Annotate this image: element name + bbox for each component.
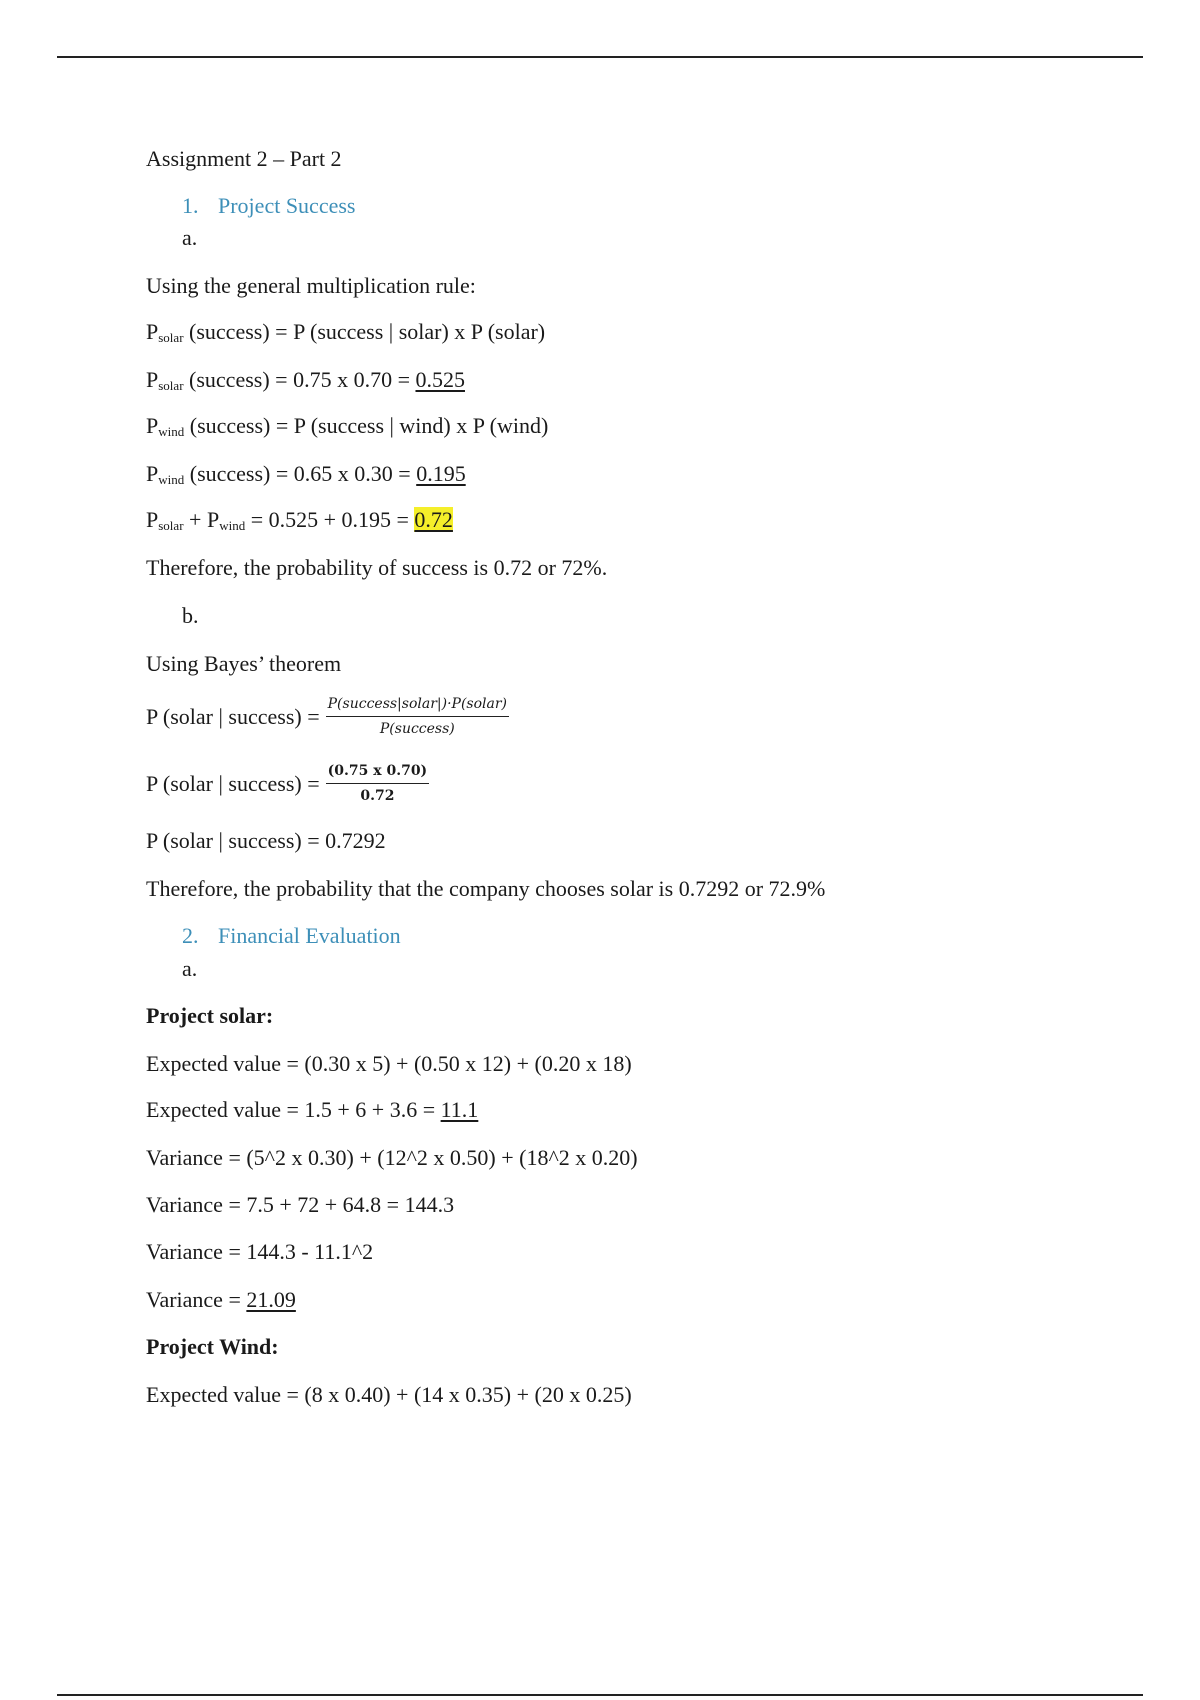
prob-symbol: P <box>146 319 159 344</box>
bayes-result: P (solar | success) = 0.7292 <box>146 828 386 853</box>
equation-text: Expected value = 1.5 + 6 + 3.6 = <box>146 1097 441 1122</box>
variance-result <box>146 1286 296 1314</box>
subpart-label-a-2: a. <box>182 956 198 981</box>
subscript: solar <box>158 330 184 345</box>
expected-value-formula: Expected value = (0.30 x 5) + (0.50 x 12) + (0.20 x 18) <box>146 1051 632 1076</box>
fraction-denominator: 0.72 <box>360 788 395 804</box>
multiplication-rule-intro: Using the general multiplication rule: <box>146 273 476 298</box>
expected-value-result <box>146 1096 478 1124</box>
subscript: solar <box>158 518 184 533</box>
highlighted-answer: 0.72 <box>414 507 453 532</box>
equation-line-1 <box>146 318 545 346</box>
bayes-substitution <box>146 762 429 805</box>
section-heading-text: Financial Evaluation <box>218 923 401 948</box>
equation-text: (success) = P (success | solar) x P (solar) <box>183 319 546 344</box>
prob-symbol: P <box>146 461 159 486</box>
subscript: solar <box>158 378 184 393</box>
subscript: wind <box>158 424 185 439</box>
bayes-formula <box>146 695 509 738</box>
variance-formula: Variance = (5^2 x 0.30) + (12^2 x 0.50) + (18^2 x 0.20) <box>146 1145 638 1170</box>
section-heading-project-success <box>182 192 355 220</box>
header-rule <box>57 56 1143 58</box>
footer-rule <box>57 1694 1143 1696</box>
answer-value: 0.525 <box>415 367 465 392</box>
equation-text: (success) = 0.75 x 0.70 = <box>183 367 416 392</box>
variance-subtract: Variance = 144.3 - 11.1^2 <box>146 1239 374 1264</box>
subpart-label-a: a. <box>182 225 198 250</box>
equation-text: + P <box>183 507 220 532</box>
answer-value: 21.09 <box>246 1287 296 1312</box>
conclusion-a: Therefore, the probability of success is 0.72 or 72%. <box>146 555 608 580</box>
section-heading-text: Project Success <box>218 193 356 218</box>
wind-expected-value-formula: Expected value = (8 x 0.40) + (14 x 0.35) + (20 x 0.25) <box>146 1382 632 1407</box>
equation-text: = 0.525 + 0.195 = <box>245 507 415 532</box>
fraction-denominator: P(success) <box>379 721 455 737</box>
prob-symbol: P <box>146 367 159 392</box>
bayes-intro: Using Bayes’ theorem <box>146 651 342 676</box>
section-number: 2. <box>182 923 199 948</box>
formula-lhs: P (solar | success) = <box>146 703 320 729</box>
conclusion-b: Therefore, the probability that the company chooses solar is 0.7292 or 72.9% <box>146 876 826 901</box>
subpart-label-b: b. <box>182 603 199 628</box>
page-title: Assignment 2 – Part 2 <box>146 146 342 171</box>
fraction-numerator: P(success|solar|)·P(solar) <box>326 695 509 717</box>
answer-value: 0.195 <box>416 461 466 486</box>
fraction-numerator: (0.75 x 0.70) <box>326 762 430 784</box>
equation-text: Variance = <box>146 1287 247 1312</box>
fraction <box>326 695 509 738</box>
prob-symbol: P <box>146 413 159 438</box>
fraction <box>326 762 430 805</box>
formula-lhs: P (solar | success) = <box>146 770 320 796</box>
equation-line-4 <box>146 460 466 488</box>
subscript: wind <box>219 518 246 533</box>
prob-symbol: P <box>146 507 159 532</box>
subscript: wind <box>158 472 185 487</box>
equation-line-2 <box>146 366 465 394</box>
equation-text: (success) = 0.65 x 0.30 = <box>184 461 417 486</box>
equation-line-5 <box>146 506 453 534</box>
section-heading-financial-evaluation <box>182 922 401 950</box>
answer-value: 11.1 <box>440 1097 479 1122</box>
equation-line-3 <box>146 412 548 440</box>
project-wind-title: Project Wind: <box>146 1334 279 1359</box>
equation-text: (success) = P (success | wind) x P (wind) <box>184 413 549 438</box>
project-solar-title: Project solar: <box>146 1003 274 1028</box>
variance-sum: Variance = 7.5 + 72 + 64.8 = 144.3 <box>146 1192 455 1217</box>
section-number: 1. <box>182 193 199 218</box>
